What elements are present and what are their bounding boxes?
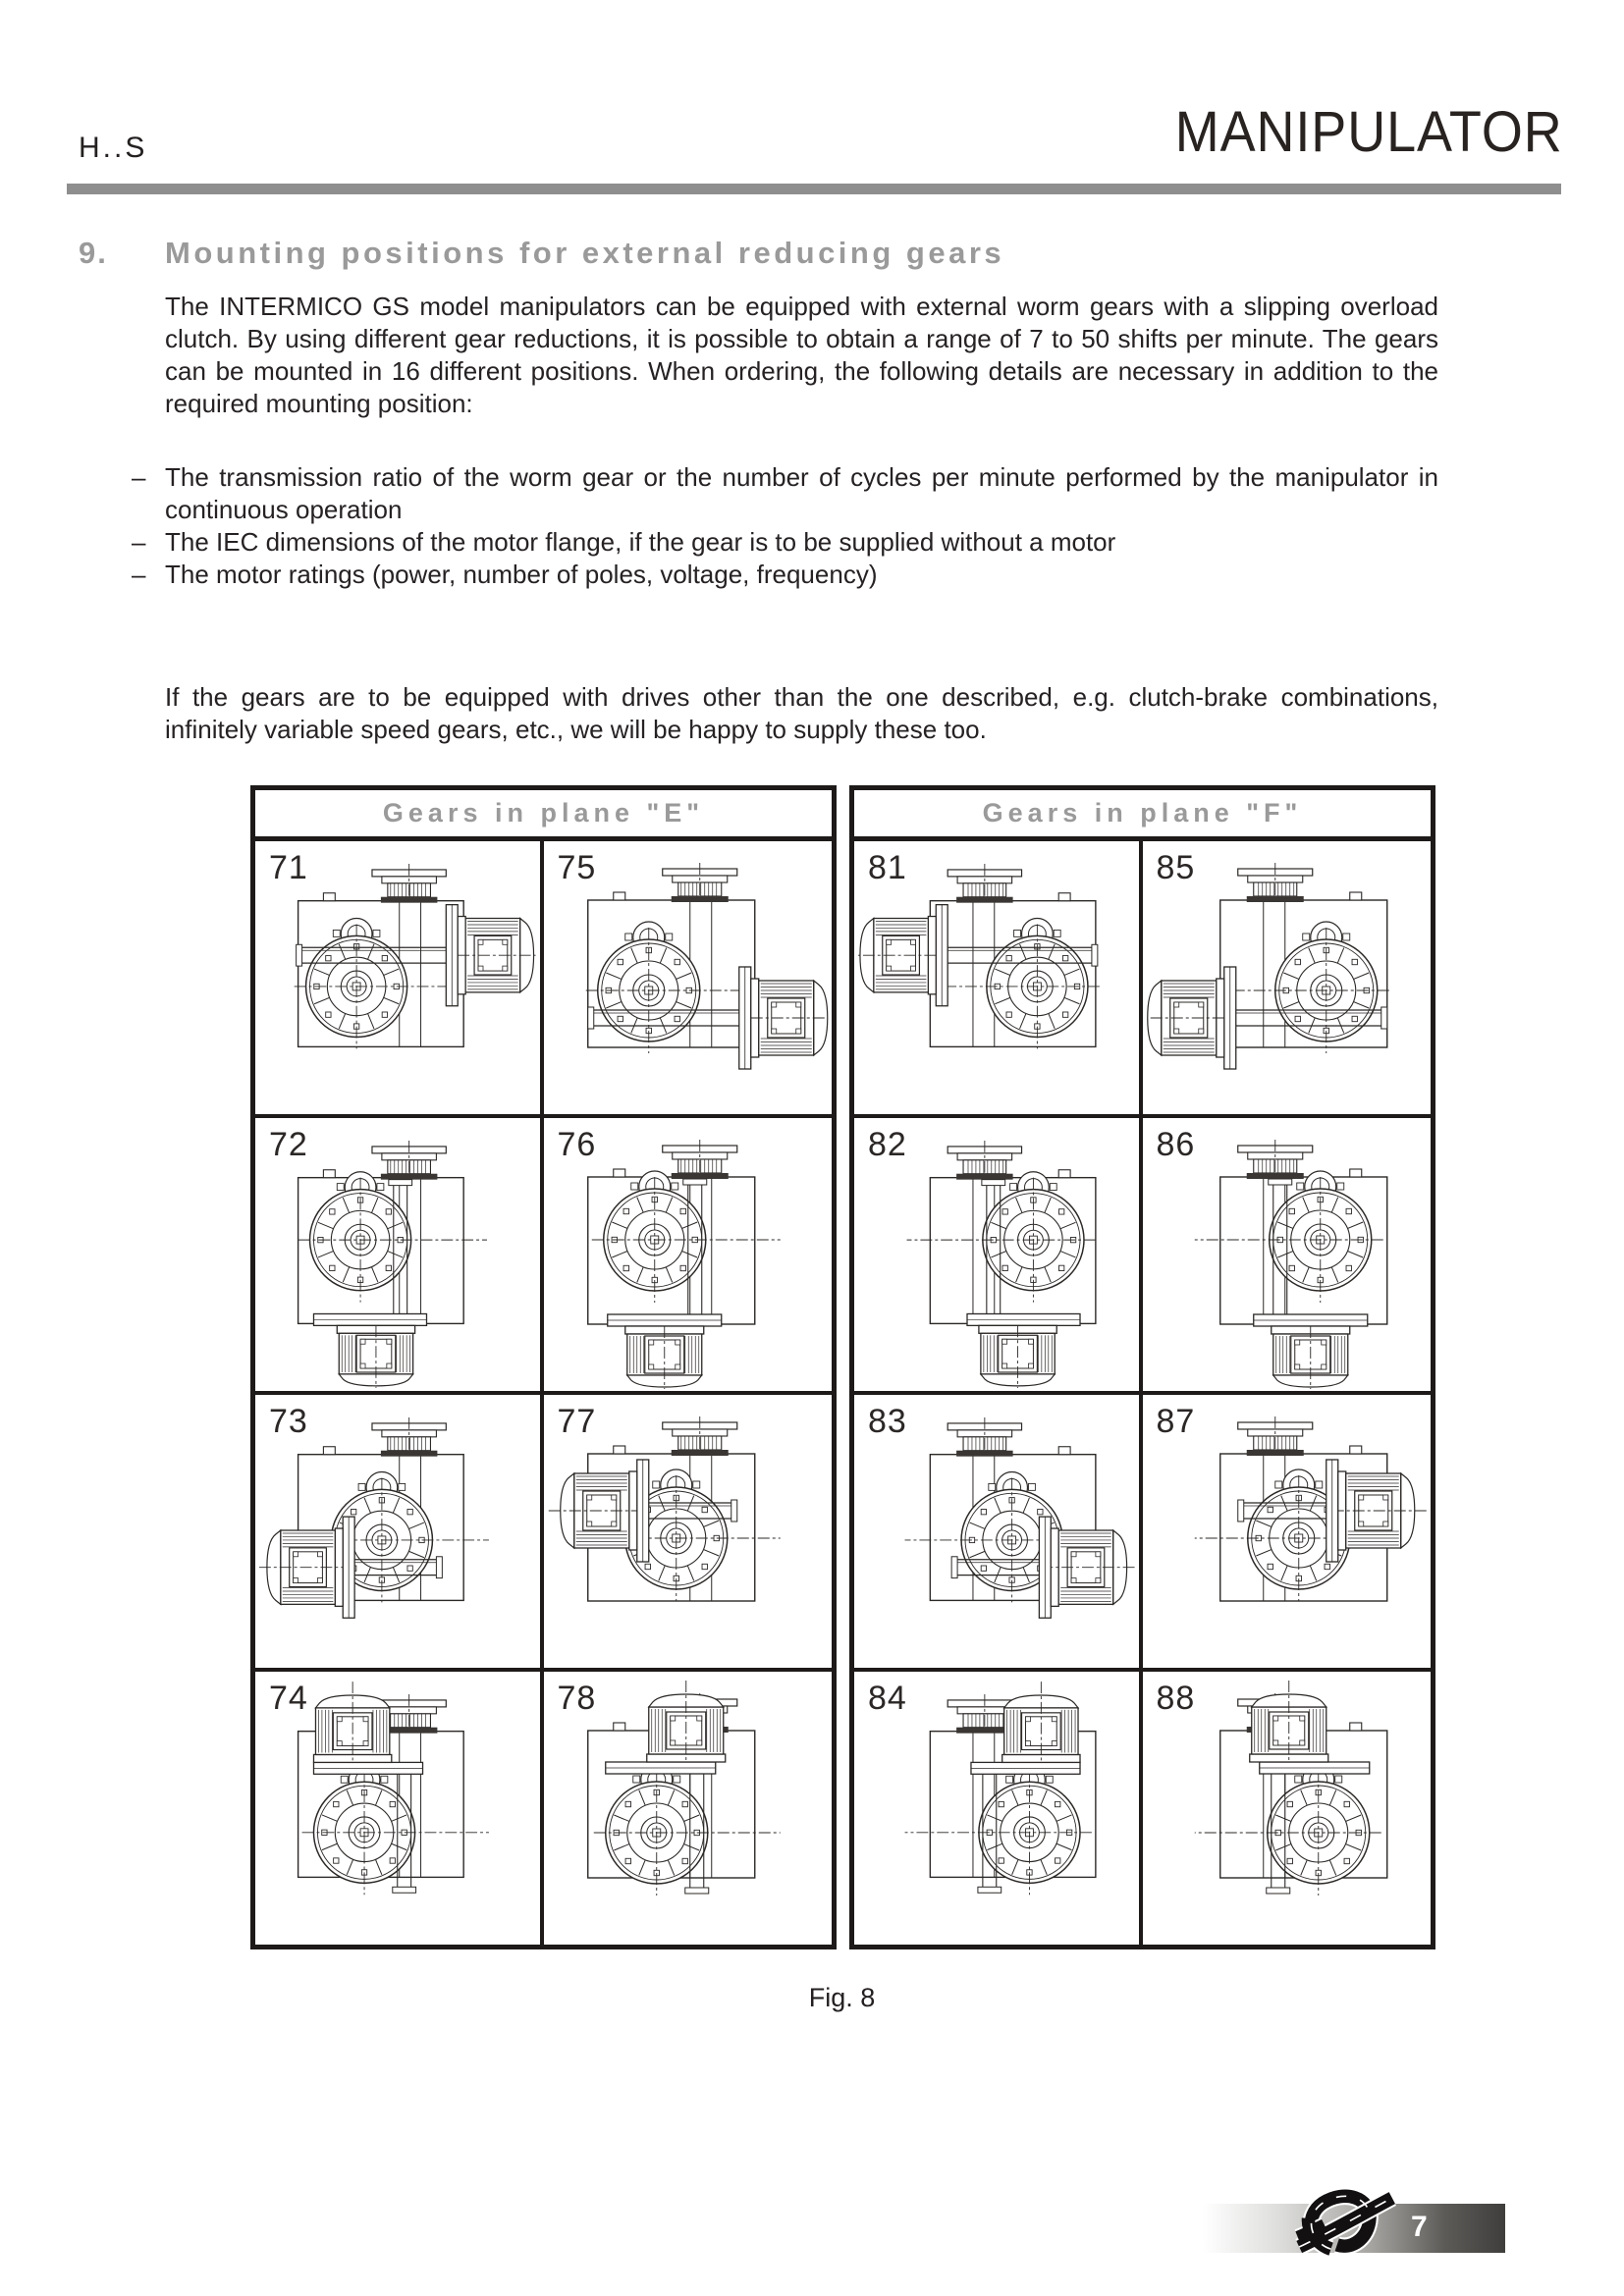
mounting-position-cell-85 [1143, 841, 1432, 1118]
mounting-position-cell-84 [854, 1672, 1143, 1945]
bullet-text: The transmission ratio of the worm gear or the number of cycles per minute performed by the manipulator in continuous operation [165, 462, 1438, 524]
bullet-text: The motor ratings (power, number of poles, voltage, frequency) [165, 560, 878, 589]
mounting-position-number: 78 [557, 1680, 597, 1717]
gear-plane-table-F [849, 785, 1435, 1949]
mounting-position-number: 85 [1156, 849, 1196, 886]
section-title: Mounting positions for external reducing gears [165, 236, 1005, 270]
mounting-position-cell-87 [1143, 1395, 1432, 1672]
bullet-list [132, 461, 1438, 591]
mounting-position-number: 86 [1156, 1126, 1196, 1163]
mounting-position-number: 77 [557, 1403, 597, 1440]
mounting-position-cell-76 [544, 1118, 833, 1395]
mounting-position-number: 88 [1156, 1680, 1196, 1717]
mounting-position-cell-73 [255, 1395, 544, 1672]
mounting-position-number: 73 [269, 1403, 308, 1440]
mounting-position-number: 83 [868, 1403, 907, 1440]
figure-8 [250, 785, 1435, 1949]
mounting-position-number: 74 [269, 1680, 308, 1717]
mounting-position-cell-72 [255, 1118, 544, 1395]
mounting-position-number: 71 [269, 849, 308, 886]
mounting-position-cell-75 [544, 841, 833, 1118]
bullet-item [132, 559, 1438, 591]
intro-paragraph: The INTERMICO GS model manipulators can be equipped with external worm gears with a slipping overload clutch. By using different gear reductions, it is possible to obtain a range of 7 to 50 shifts per minute. The gears can be mounted in 16 different positions. When ordering, the following details are necessary in addition to the required mounting position: [165, 292, 1438, 418]
mounting-position-number: 84 [868, 1680, 907, 1717]
mounting-position-number: 81 [868, 849, 907, 886]
mounting-position-number: 72 [269, 1126, 308, 1163]
section-number: 9. [79, 236, 108, 270]
bullet-dash: – [132, 462, 146, 492]
bullet-item [132, 526, 1438, 559]
mounting-position-cell-86 [1143, 1118, 1432, 1395]
note-paragraph: If the gears are to be equipped with drives other than the one described, e.g. clutch-brake combinations, infinitely variable speed gears, etc., we will be happy to supply these too. [165, 682, 1438, 744]
mounting-position-number: 76 [557, 1126, 597, 1163]
bullet-dash: – [132, 560, 146, 589]
header-rule [67, 184, 1561, 194]
gear-plane-table-E [250, 785, 837, 1949]
figure-caption: Fig. 8 [808, 1983, 876, 2012]
table-title: Gears in plane "F" [854, 790, 1431, 841]
model-code: H..S [79, 132, 148, 164]
table-grid [255, 841, 832, 1945]
table-grid [854, 841, 1431, 1945]
mounting-position-cell-88 [1143, 1672, 1432, 1945]
table-title: Gears in plane "E" [255, 790, 832, 841]
mounting-position-number: 87 [1156, 1403, 1196, 1440]
bullet-text: The IEC dimensions of the motor flange, if the gear is to be supplied without a motor [165, 527, 1116, 557]
brand-title [1146, 100, 1563, 164]
mounting-position-cell-71 [255, 841, 544, 1118]
mounting-position-number: 82 [868, 1126, 907, 1163]
brand-text: MANIPULATOR [1175, 100, 1563, 164]
bullet-dash: – [132, 527, 146, 557]
mounting-position-cell-81 [854, 841, 1143, 1118]
mounting-position-cell-77 [544, 1395, 833, 1672]
mounting-position-cell-82 [854, 1118, 1143, 1395]
mounting-position-cell-78 [544, 1672, 833, 1945]
bullet-item [132, 461, 1438, 526]
mounting-position-number: 75 [557, 849, 597, 886]
mounting-position-cell-83 [854, 1395, 1143, 1672]
page-number: 7 [1411, 2211, 1428, 2243]
brand-knot-logo [1294, 2181, 1396, 2260]
mounting-position-cell-74 [255, 1672, 544, 1945]
